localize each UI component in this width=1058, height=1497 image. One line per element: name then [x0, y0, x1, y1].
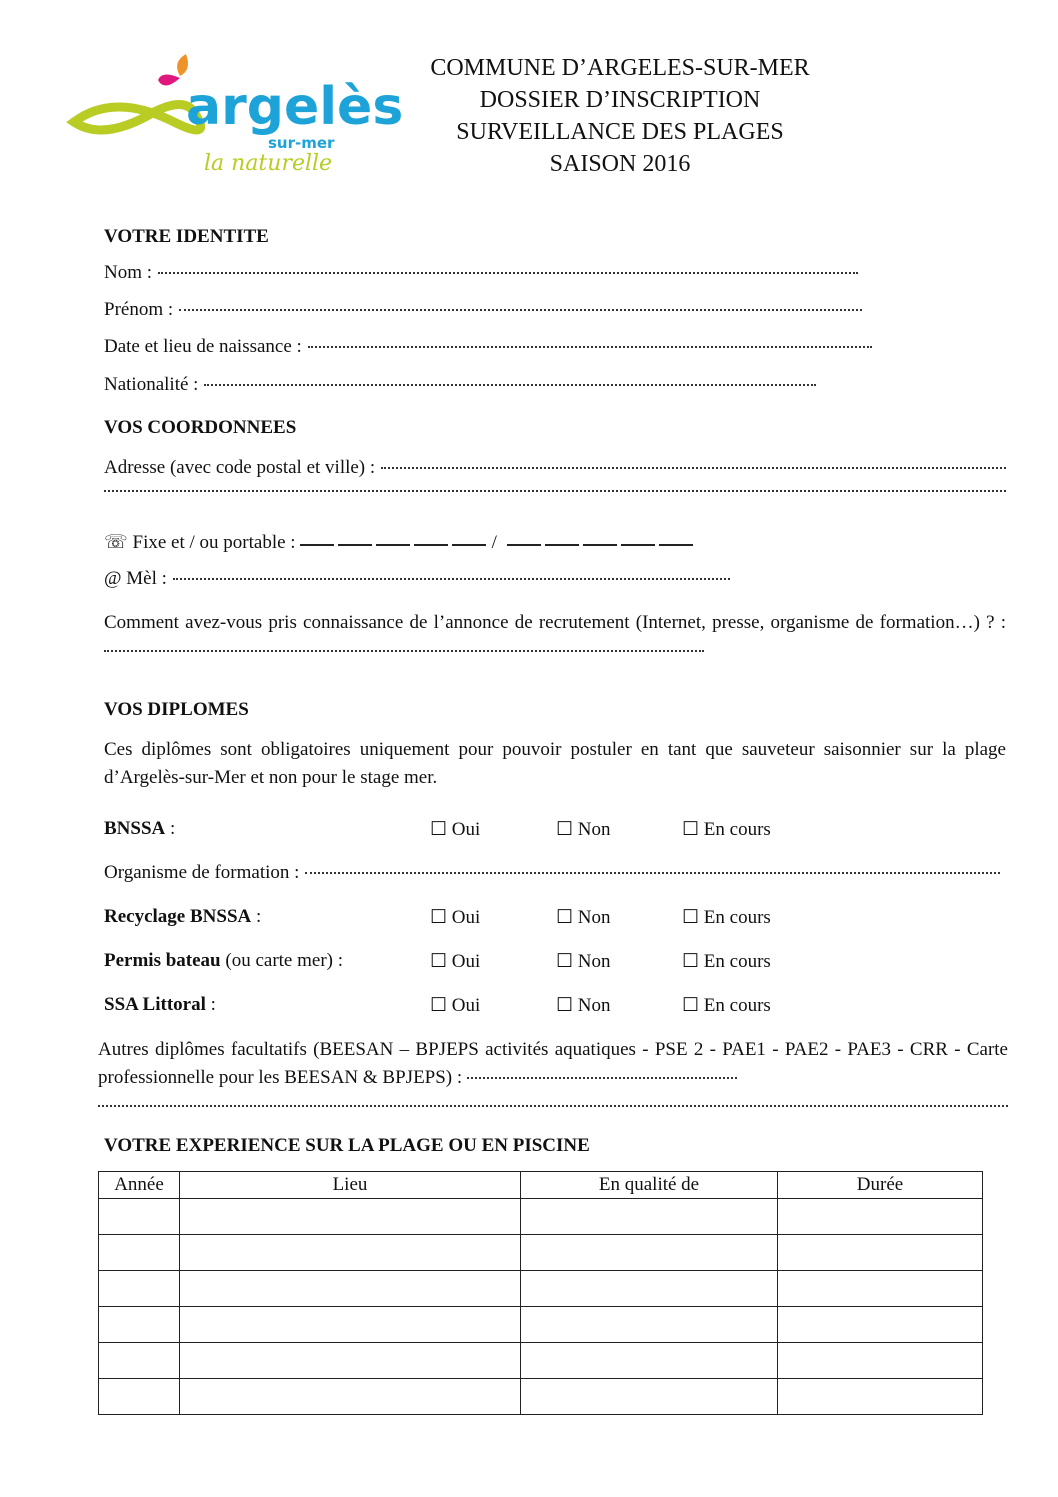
- table-row: [99, 1307, 983, 1343]
- svg-text:la naturelle: la naturelle: [204, 151, 333, 176]
- section-experience: VOTRE EXPERIENCE SUR LA PLAGE OU EN PISCINE: [104, 1135, 590, 1156]
- diploma-row-permis: Permis bateau (ou carte mer) : ☐ Oui ☐ Non ☐ En cours: [104, 950, 771, 972]
- diploma-row-bnssa: BNSSA : ☐ Oui ☐ Non ☐ En cours: [104, 818, 771, 840]
- checkbox-en-cours[interactable]: ☐ En cours: [682, 995, 771, 1016]
- experience-table: [98, 1171, 983, 1415]
- phone-field[interactable]: [104, 531, 1006, 554]
- table-row: [99, 1343, 983, 1379]
- header-line: SAISON 2016: [549, 151, 691, 177]
- address-field-line2[interactable]: [104, 494, 1006, 496]
- header-line: SURVEILLANCE DES PLAGES: [456, 119, 784, 145]
- column-header: Année: [99, 1172, 180, 1199]
- checkbox-en-cours[interactable]: ☐ En cours: [682, 907, 771, 928]
- checkbox-oui[interactable]: ☐ Oui: [430, 995, 481, 1016]
- field-label: Prénom :: [104, 299, 174, 320]
- checkbox-oui[interactable]: ☐ Oui: [430, 819, 481, 840]
- header-line: COMMUNE D’ARGELES-SUR-MER: [430, 55, 810, 81]
- field-label: Date et lieu de naissance :: [104, 336, 302, 357]
- prenom-field[interactable]: [104, 299, 862, 321]
- checkbox-non[interactable]: ☐ Non: [556, 995, 611, 1016]
- section-identite: VOTRE IDENTITE: [104, 226, 269, 247]
- column-header: Lieu: [180, 1172, 521, 1199]
- table-row: [99, 1235, 983, 1271]
- document-header: [360, 52, 880, 180]
- phone-icon: ☏: [104, 532, 128, 553]
- checkbox-non[interactable]: ☐ Non: [556, 819, 611, 840]
- field-label: Organisme de formation :: [104, 862, 300, 883]
- checkbox-non[interactable]: ☐ Non: [556, 907, 611, 928]
- diplomes-intro: Ces diplômes sont obligatoires uniquement pour pouvoir postuler en tant que sauveteur saisonnier sur la plage d’Argelès-sur-Mer et non pour le stage mer.: [104, 739, 1006, 788]
- argeles-logo: [68, 52, 404, 177]
- nationalite-field[interactable]: [104, 374, 816, 396]
- section-diplomes: VOS DIPLOMES: [104, 699, 249, 720]
- field-label: @ Mèl :: [104, 568, 167, 589]
- column-header: En qualité de: [521, 1172, 778, 1199]
- email-field[interactable]: [104, 568, 730, 590]
- organisme-field[interactable]: [104, 862, 1000, 884]
- phone-separator: /: [491, 532, 497, 553]
- field-label: Nationalité :: [104, 374, 199, 395]
- checkbox-non[interactable]: ☐ Non: [556, 951, 611, 972]
- diploma-row-recyclage: Recyclage BNSSA : ☐ Oui ☐ Non ☐ En cours: [104, 906, 771, 928]
- table-row: [99, 1379, 983, 1415]
- checkbox-oui[interactable]: ☐ Oui: [430, 907, 481, 928]
- header-line: DOSSIER D’INSCRIPTION: [479, 87, 761, 113]
- autres-diplomes-field[interactable]: Autres diplômes facultatifs (BEESAN – BPJEPS activités aquatiques - PSE 2 - PAE1 - PAE2 - PAE3 - CRR - Carte professionnelle pour les BEESAN & BPJEPS) :: [98, 1036, 1008, 1120]
- table-header-row: [99, 1172, 983, 1199]
- naissance-field[interactable]: [104, 336, 872, 358]
- table-row: [99, 1271, 983, 1307]
- table-row: [99, 1199, 983, 1235]
- svg-text:argelès: argelès: [186, 77, 404, 137]
- diploma-row-ssa: SSA Littoral : ☐ Oui ☐ Non ☐ En cours: [104, 994, 771, 1016]
- checkbox-oui[interactable]: ☐ Oui: [430, 951, 481, 972]
- section-coordonnees: VOS COORDONNEES: [104, 417, 297, 438]
- svg-text:sur-mer: sur-mer: [268, 134, 335, 152]
- checkbox-en-cours[interactable]: ☐ En cours: [682, 951, 771, 972]
- field-label: Fixe et / ou portable :: [132, 532, 296, 553]
- column-header: Durée: [778, 1172, 983, 1199]
- annonce-question[interactable]: Comment avez-vous pris connaissance de l’annonce de recrutement (Internet, presse, organisme de formation…) ? :: [104, 609, 1006, 665]
- field-label: Nom :: [104, 262, 153, 283]
- nom-field[interactable]: [104, 262, 858, 284]
- field-label: Adresse (avec code postal et ville) :: [104, 457, 376, 478]
- checkbox-en-cours[interactable]: ☐ En cours: [682, 819, 771, 840]
- address-field[interactable]: [104, 457, 1006, 479]
